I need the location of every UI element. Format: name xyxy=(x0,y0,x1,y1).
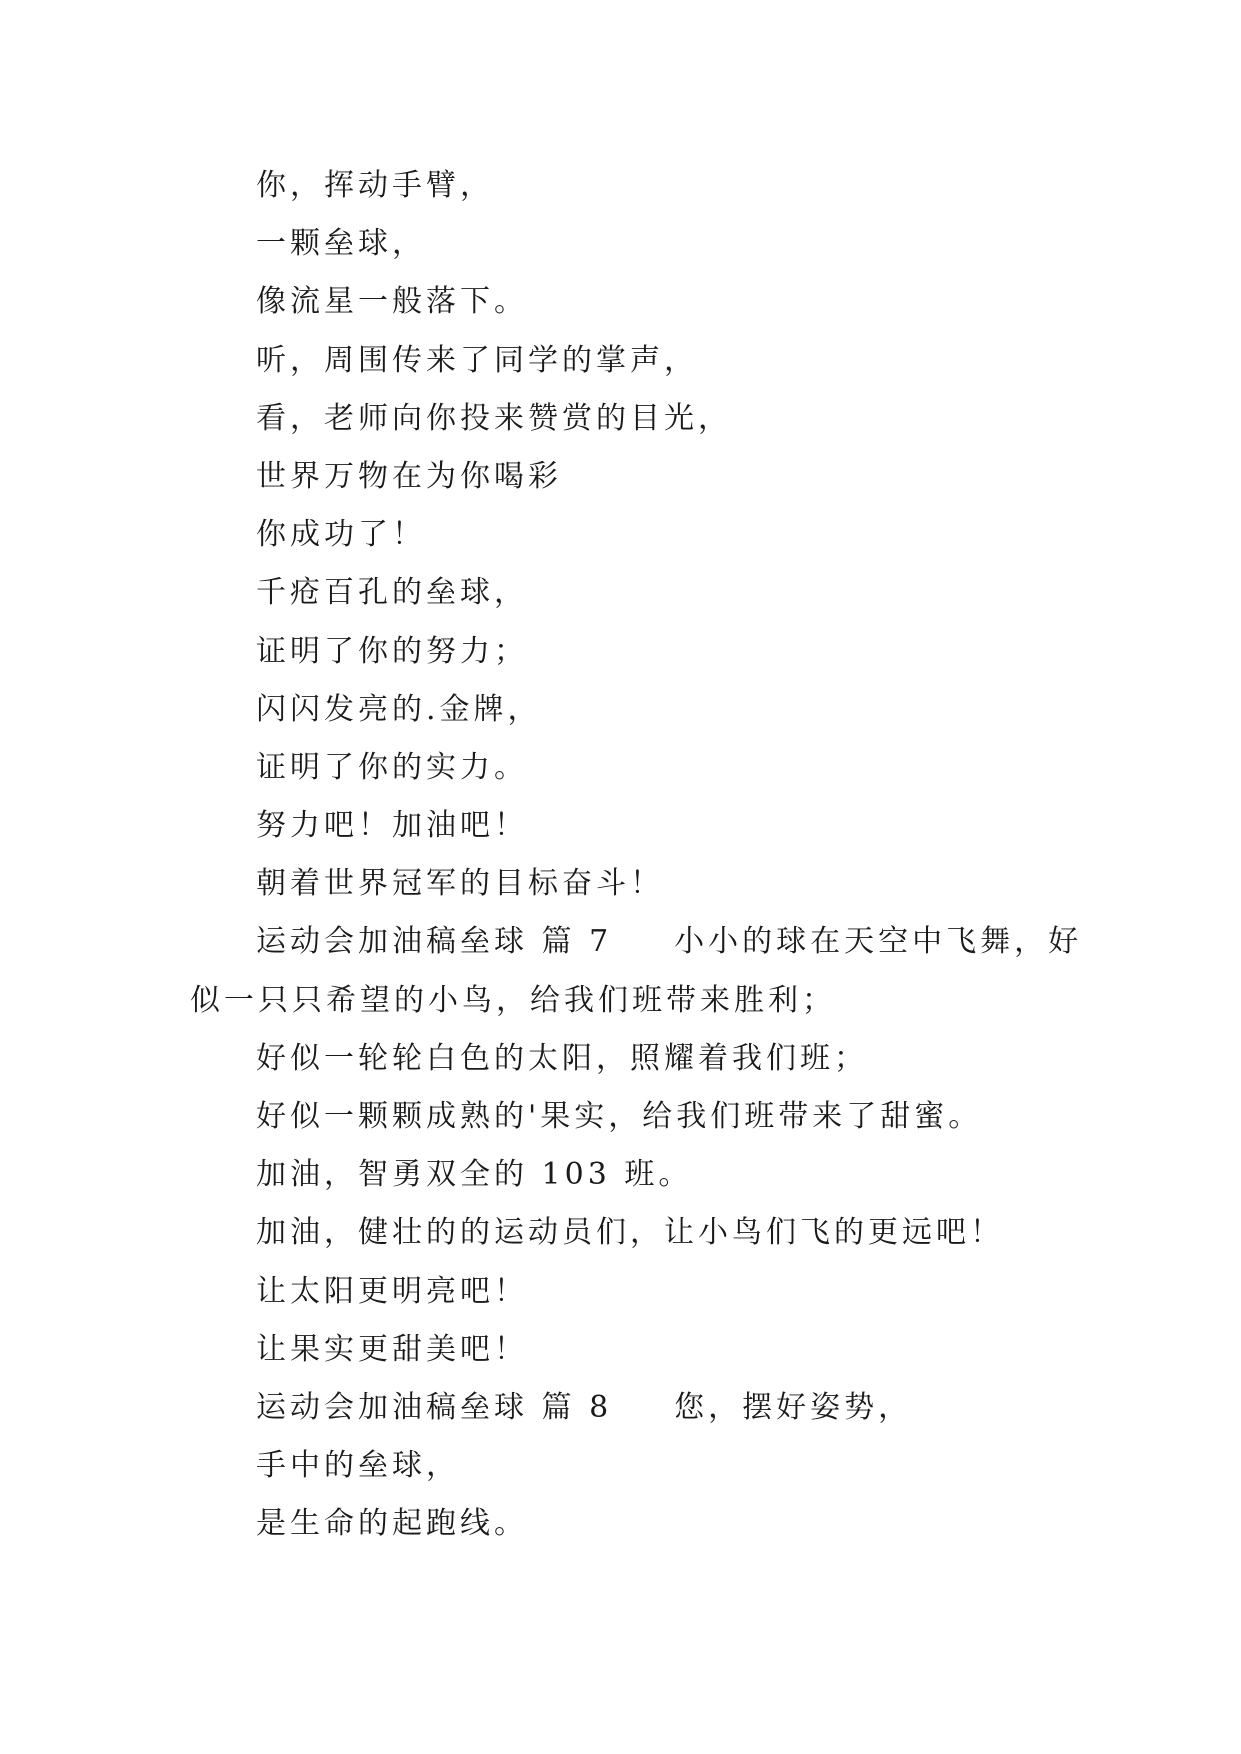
section-7-first-line xyxy=(190,913,1083,971)
text-line: 让果实更甜美吧！ xyxy=(256,1331,528,1367)
text-line: 证明了你的实力。 xyxy=(256,749,528,785)
text-line: 看，老师向你投来赞赏的目光， xyxy=(256,400,732,436)
section-8-heading: 运动会加油稿垒球 篇 8 xyxy=(256,1389,613,1425)
text-line: 努力吧！加油吧！ xyxy=(256,808,528,844)
text-line: 像流星一般落下。 xyxy=(256,284,528,320)
text-line: 听，周围传来了同学的掌声， xyxy=(256,342,698,378)
text-line: 让太阳更明亮吧！ xyxy=(256,1273,528,1309)
text-line: 加油，健壮的的运动员们，让小鸟们飞的更远吧！ xyxy=(256,1215,1004,1251)
text-line: 你成功了！ xyxy=(256,517,426,553)
text-line: 闪闪发亮的.金牌， xyxy=(256,691,542,727)
text-line: 是生命的起跑线。 xyxy=(256,1506,528,1542)
section-8-first-line xyxy=(190,1379,1058,1437)
section-7-text: 小小的球在天空中飞舞，好 xyxy=(674,924,1083,960)
section-7-continuation: 似一只只希望的小鸟，给我们班带来胜利； xyxy=(190,982,836,1018)
text-line: 一颗垒球， xyxy=(256,226,426,262)
section-7-heading: 运动会加油稿垒球 篇 7 xyxy=(256,924,613,960)
document-body xyxy=(190,157,1083,1554)
text-line: 加油，智勇双全的 103 班。 xyxy=(256,1157,693,1193)
section-7-paragraph xyxy=(190,913,1083,1029)
text-line: 手中的垒球， xyxy=(256,1448,460,1484)
text-line: 好似一轮轮白色的太阳，照耀着我们班； xyxy=(256,1040,868,1076)
text-line: 世界万物在为你喝彩 xyxy=(256,458,562,494)
text-line: 千疮百孔的垒球， xyxy=(256,575,528,611)
text-line: 朝着世界冠军的目标奋斗！ xyxy=(256,866,664,902)
text-line: 证明了你的努力； xyxy=(256,633,528,669)
text-line: 你，挥动手臂， xyxy=(256,168,494,203)
text-line: 好似一颗颗成熟的'果实，给我们班带来了甜蜜。 xyxy=(256,1099,983,1134)
section-8-text: 您，摆好姿势， xyxy=(674,1389,913,1425)
